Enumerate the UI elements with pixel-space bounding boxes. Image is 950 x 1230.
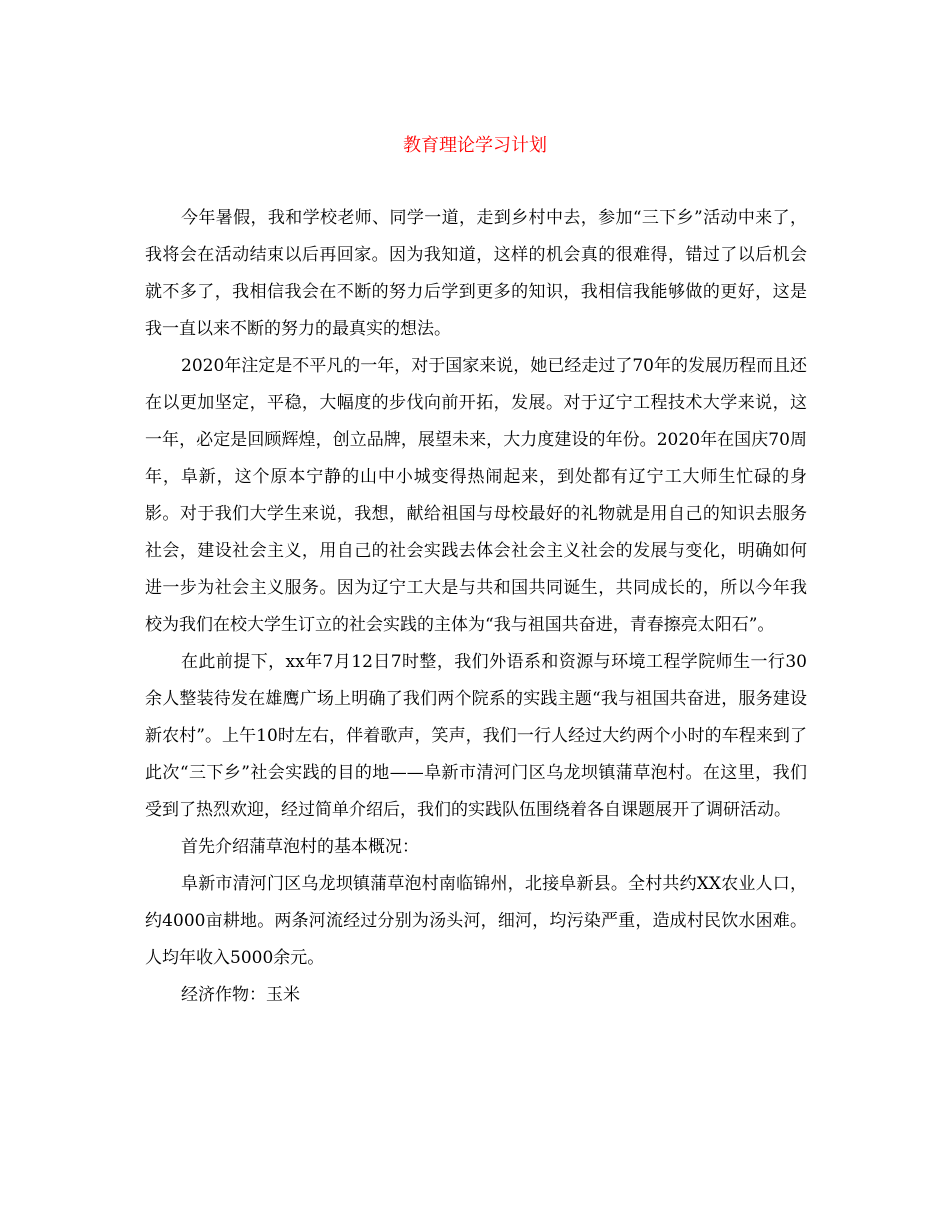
paragraph-summer-activity: 今年暑假，我和学校老师、同学一道，走到乡村中去，参加“三下乡”活动中来了，我将会在活动结束以后再回家。因为我知道，这样的机会真的很难得，错过了以后机会就不多了，我相信我会在不断的努力后学到更多的知识，我相信我能够做的更好，这是我一直以来不断的努力的最真实的想法。 xyxy=(145,208,807,339)
paragraph-year-2020: 2020年注定是不平凡的一年，对于国家来说，她已经走过了70年的发展历程而且还在以更加坚定，平稳，大幅度的步伐向前开拓，发展。对于辽宁工程技术大学来说，这一年，必定是回顾辉煌，创立品牌，展望未来，大力度建设的年份。2020年在国庆70周年，阜新，这个原本宁静的山中小城变得热闹起来，到处都有辽宁工大师生忙碌的身影。对于我们大学生来说，我想，献给祖国与母校最好的礼物就是用自己的知识去服务社会，建设社会主义，用自己的社会实践去体会社会主义社会的发展与变化，明确如何进一步为社会主义服务。因为辽宁工大是与共和国共同诞生，共同成长的，所以今年我校为我们在校大学生订立的社会实践的主体为“我与祖国共奋进，青春擦亮太阳石”。 xyxy=(145,356,807,635)
paragraph-village-intro-heading: 首先介绍蒲草泡村的基本概况： xyxy=(181,837,419,857)
paragraph-village-overview: 阜新市清河门区乌龙坝镇蒲草泡村南临锦州，北接阜新县。全村共约XX农业人口，约4000亩耕地。两条河流经过分别为汤头河，细河，均污染严重，造成村民饮水困难。人均年收入5000余元。 xyxy=(145,874,807,968)
document-title: 教育理论学习计划 xyxy=(403,135,547,156)
paragraph-cash-crops: 经济作物：玉米 xyxy=(181,985,300,1005)
document-body xyxy=(145,200,807,1014)
paragraph-departure: 在此前提下，xx年7月12日7时整，我们外语系和资源与环境工程学院师生一行30余人整装待发在雄鹰广场上明确了我们两个院系的实践主题“我与祖国共奋进，服务建设新农村”。上午10时左右，伴着歌声，笑声，我们一行人经过大约两个小时的车程来到了此次“三下乡”社会实践的目的地——阜新市清河门区乌龙坝镇蒲草泡村。在这里，我们受到了热烈欢迎，经过简单介绍后，我们的实践队伍围绕着各自课题展开了调研活动。 xyxy=(145,652,807,820)
